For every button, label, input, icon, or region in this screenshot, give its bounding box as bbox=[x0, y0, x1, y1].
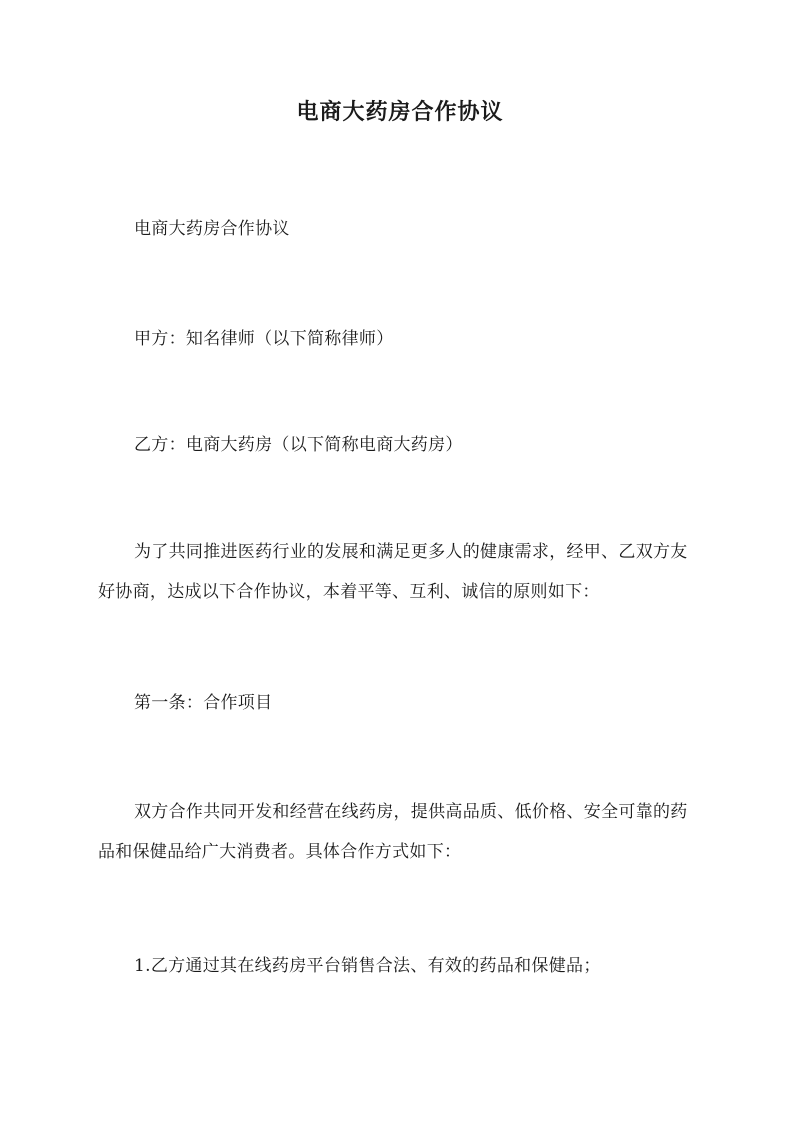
paragraph-clause-1: 1.乙方通过其在线药房平台销售合法、有效的药品和保健品； bbox=[134, 956, 601, 976]
document-title: 电商大药房合作协议 bbox=[296, 99, 504, 125]
paragraph-party-a: 甲方：知名律师（以下简称律师） bbox=[134, 329, 394, 349]
paragraph-subtitle: 电商大药房合作协议 bbox=[134, 219, 290, 239]
paragraph-article-1-body: 双方合作共同开发和经营在线药房，提供高品质、低价格、安全可靠的药品和保健品给广大消费者。具体合作方式如下： bbox=[98, 802, 688, 862]
paragraph-preamble: 为了共同推进医药行业的发展和满足更多人的健康需求，经甲、乙双方友好协商，达成以下合作协议，本着平等、互利、诚信的原则如下： bbox=[98, 542, 688, 602]
paragraph-party-b: 乙方：电商大药房（以下简称电商大药房） bbox=[134, 435, 463, 455]
paragraph-article-1-heading: 第一条：合作项目 bbox=[134, 693, 273, 713]
